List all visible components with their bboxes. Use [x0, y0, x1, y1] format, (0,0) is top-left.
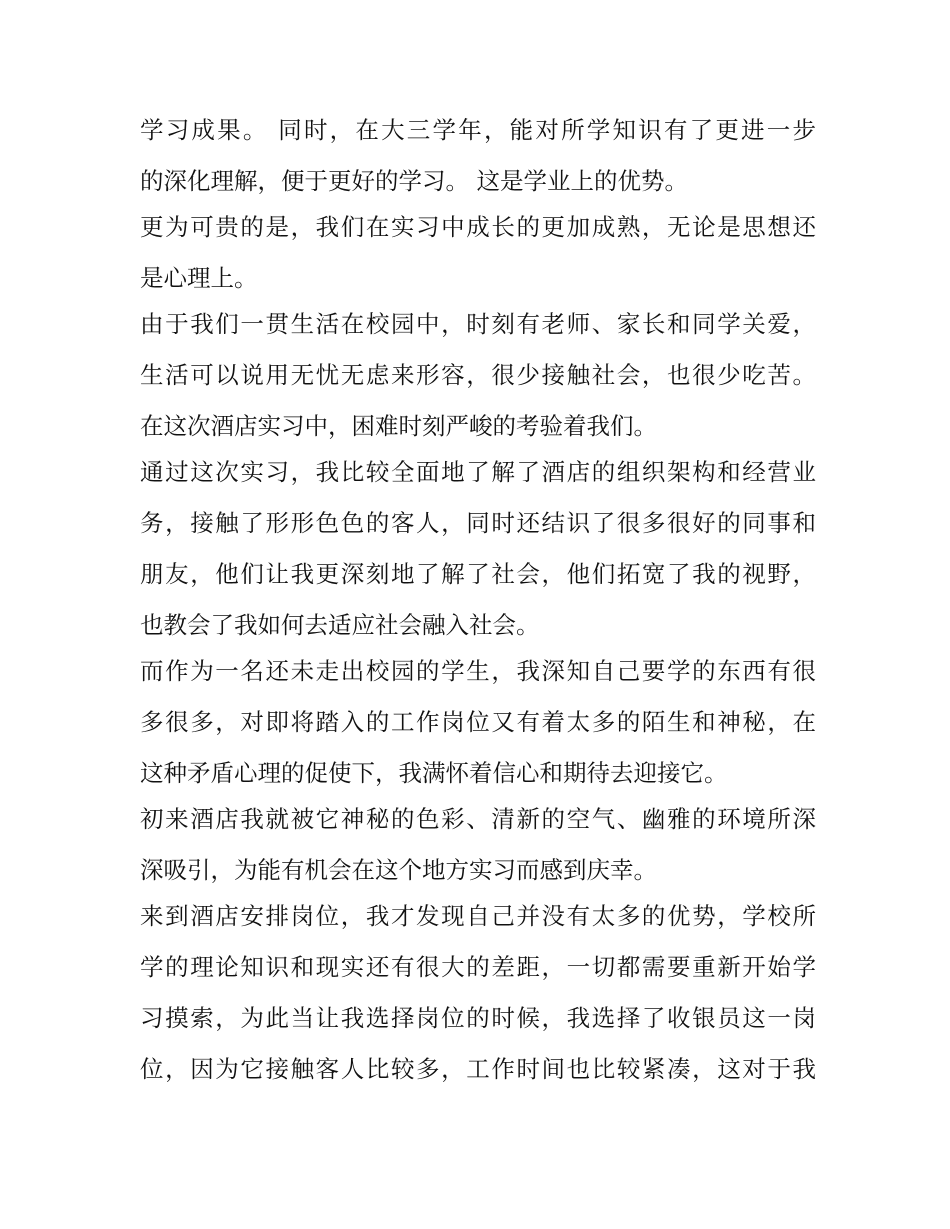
- text-line: 学习成果。 同时，在大三学年，能对所学知识有了更进一步: [140, 116, 816, 144]
- paragraph: [140, 302, 816, 450]
- text-line: 务，接触了形形色色的客人，同时还结识了很多很好的同事和: [140, 509, 816, 537]
- text-line: 生活可以说用无忧无虑来形容，很少接触社会，也很少吃苦。: [140, 361, 816, 389]
- text-line: 深吸引，为能有机会在这个地方实习而感到庆幸。: [140, 856, 657, 884]
- text-line: 初来酒店我就被它神秘的色彩、清新的空气、幽雅的环境所深: [140, 805, 816, 833]
- text-line: 学的理论知识和现实还有很大的差距，一切都需要重新开始学: [140, 953, 816, 981]
- text-line: 朋友，他们让我更深刻地了解了社会，他们拓宽了我的视野，: [140, 560, 816, 588]
- text-line: 习摸索，为此当让我选择岗位的时候，我选择了收银员这一岗: [140, 1004, 816, 1032]
- paragraph: [140, 108, 816, 205]
- text-line: 由于我们一贯生活在校园中，时刻有老师、家长和同学关爱，: [140, 310, 816, 338]
- text-line: 的深化理解，便于更好的学习。 这是学业上的优势。: [140, 167, 688, 195]
- text-line: 也教会了我如何去适应社会融入社会。: [140, 611, 540, 639]
- paragraph: [140, 205, 816, 302]
- text-line: 通过这次实习，我比较全面地了解了酒店的组织架构和经营业: [140, 458, 816, 486]
- text-line: 这种矛盾心理的促使下，我满怀着信心和期待去迎接它。: [140, 759, 728, 787]
- paragraph: [140, 894, 816, 1098]
- text-line: 是心理上。: [140, 264, 258, 292]
- paragraph: [140, 797, 816, 894]
- text-line: 位，因为它接触客人比较多，工作时间也比较紧凑，这对于我: [140, 1055, 816, 1083]
- paragraph: [140, 649, 816, 797]
- text-line: 更为可贵的是，我们在实习中成长的更加成熟，无论是思想还: [140, 213, 816, 241]
- text-line: 来到酒店安排岗位，我才发现自己并没有太多的优势，学校所: [140, 902, 816, 930]
- document-body: [140, 108, 816, 1098]
- paragraph: [140, 450, 816, 649]
- text-line: 多很多，对即将踏入的工作岗位又有着太多的陌生和神秘，在: [140, 708, 816, 736]
- text-line: 在这次酒店实习中，困难时刻严峻的考验着我们。: [140, 412, 657, 440]
- text-line: 而作为一名还未走出校园的学生，我深知自己要学的东西有很: [140, 657, 816, 685]
